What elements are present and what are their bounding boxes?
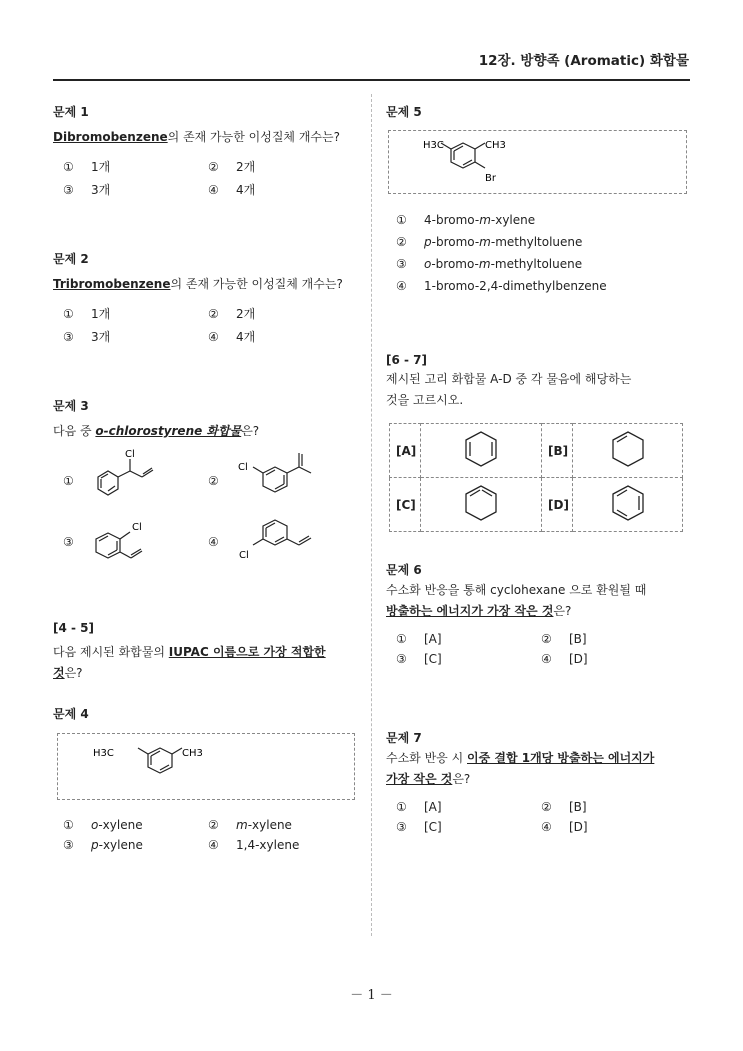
label-d: [D] <box>542 478 573 532</box>
option-4[interactable] <box>208 181 353 198</box>
bold-term: o-chlorostyrene 화합물 <box>95 424 242 438</box>
option-number: ③ <box>63 838 74 852</box>
question-number: 문제 5 <box>386 105 422 119</box>
italic-prefix: m <box>479 213 491 227</box>
question-5-options <box>386 213 607 301</box>
structure-m-xylene <box>58 734 354 799</box>
option-4[interactable] <box>208 838 353 852</box>
option-number: ④ <box>208 183 219 197</box>
chlorine-label: Cl <box>239 550 249 561</box>
options <box>63 818 353 852</box>
option-text: [D] <box>569 652 588 666</box>
stem-text: 것을 고르시오. <box>386 393 464 407</box>
group-range: [6 - 7] <box>386 353 428 367</box>
option-4[interactable] <box>541 652 686 666</box>
chlorine-label: Cl <box>238 462 248 473</box>
option-1[interactable] <box>396 213 607 227</box>
options <box>63 305 363 345</box>
option-number: ① <box>396 800 407 814</box>
option-text: -xylene <box>98 838 143 852</box>
stem-text: 은? <box>64 666 83 680</box>
question-stem <box>53 421 363 442</box>
methyl-label: H3C <box>423 140 444 151</box>
cyclohexa-1-3-diene-structure <box>461 481 501 525</box>
chlorine-label: Cl <box>125 449 135 460</box>
structure-1-chlorostyrene-alpha <box>88 445 168 505</box>
compound-b <box>573 424 683 478</box>
compound-c <box>421 478 542 532</box>
question-2 <box>53 250 363 345</box>
bold-term: IUPAC 이름으로 가장 적합한 <box>168 645 326 659</box>
bold-term: Dibromobenzene <box>53 130 168 144</box>
option-3[interactable] <box>396 652 541 666</box>
option-4[interactable] <box>541 820 686 834</box>
italic-prefix: o <box>424 257 432 271</box>
structure-box <box>57 733 355 800</box>
page-header-title: 12장. 방향족 (Aromatic) 화합물 <box>478 53 689 69</box>
option-1[interactable] <box>63 818 208 832</box>
structure-3 <box>88 515 168 565</box>
chlorine-label: Cl <box>132 522 142 533</box>
option-text: [B] <box>569 800 587 814</box>
question-4 <box>53 705 89 729</box>
option-number: ④ <box>208 330 219 344</box>
italic-prefix: p <box>91 838 99 852</box>
option-text: 1개 <box>91 307 111 321</box>
option-number: ① <box>63 818 74 832</box>
option-text: 1,4-xylene <box>236 838 300 852</box>
label-a: [A] <box>390 424 421 478</box>
header-rule <box>53 79 690 81</box>
option-number: ④ <box>208 838 219 852</box>
structure-2 <box>233 445 333 505</box>
option-text: 2개 <box>236 307 256 321</box>
option-1[interactable] <box>396 800 541 814</box>
option-text: [B] <box>569 632 587 646</box>
option-text: 4개 <box>236 330 256 344</box>
bold-term: 것 <box>53 666 65 680</box>
option-number: ③ <box>63 330 74 344</box>
option-1[interactable] <box>63 305 208 322</box>
stem-text: 수소화 반응을 통해 cyclohexane 으로 환원될 때 <box>386 583 647 597</box>
bold-term: 가장 작은 것 <box>386 772 453 786</box>
question-stem <box>386 748 696 790</box>
benzene-structure <box>608 481 648 525</box>
option-text: -xylene <box>490 213 536 227</box>
option-3[interactable] <box>63 838 208 852</box>
option-number: ② <box>208 818 219 832</box>
option-2[interactable] <box>541 800 686 814</box>
option-number: ③ <box>396 652 407 666</box>
question-number: 문제 4 <box>53 707 89 721</box>
question-number: 문제 2 <box>53 252 89 266</box>
question-stem <box>53 274 363 295</box>
italic-prefix: o <box>91 818 99 832</box>
options <box>396 800 696 834</box>
option-3[interactable] <box>63 328 208 345</box>
question-5 <box>386 103 422 127</box>
option-4[interactable] <box>396 279 607 293</box>
option-text: -methyltoluene <box>490 235 583 249</box>
stem-text: 의 존재 가능한 이성질체 개수는? <box>167 130 340 144</box>
option-number: ③ <box>396 820 407 834</box>
option-number: ③ <box>63 183 74 197</box>
option-number: ② <box>541 800 552 814</box>
column-divider <box>371 94 372 936</box>
option-1[interactable] <box>396 632 541 646</box>
option-number: ② <box>208 474 219 488</box>
option-2[interactable] <box>208 158 353 175</box>
option-text: [A] <box>424 800 442 814</box>
option-number: ④ <box>208 535 219 549</box>
group-stem <box>386 369 686 411</box>
question-7 <box>386 729 696 834</box>
label-b: [B] <box>542 424 573 478</box>
option-number: ② <box>541 632 552 646</box>
stem-text: 은? <box>553 604 572 618</box>
option-3[interactable] <box>63 181 208 198</box>
question-stem <box>53 127 363 148</box>
group-range: [4 - 5] <box>53 621 95 635</box>
option-number: ① <box>396 632 407 646</box>
option-2[interactable] <box>396 235 607 249</box>
option-number: ③ <box>396 257 407 271</box>
option-number: ① <box>396 213 407 227</box>
option-number: ④ <box>541 820 552 834</box>
question-3 <box>53 397 363 442</box>
question-number: 문제 6 <box>386 563 422 577</box>
option-text: -bromo- <box>431 235 480 249</box>
page-number: － 1 － <box>350 988 393 1003</box>
stem-text: 수소화 반응 시 <box>386 751 467 765</box>
options <box>396 632 686 666</box>
methyl-label: CH3 <box>485 140 506 151</box>
stem-text: 제시된 고리 화합물 A-D 중 각 물음에 해당하는 <box>386 372 632 386</box>
stem-text: 다음 제시된 화합물의 <box>53 645 169 659</box>
cyclohexa-1-4-diene-structure <box>461 427 501 471</box>
option-text: 4개 <box>236 183 256 197</box>
option-2[interactable] <box>208 818 353 832</box>
option-number: ① <box>63 307 74 321</box>
question-6 <box>386 561 686 666</box>
option-text: 2개 <box>236 160 256 174</box>
option-2[interactable] <box>208 305 353 322</box>
compound-d <box>573 478 683 532</box>
option-number: ① <box>63 160 74 174</box>
compound-a <box>421 424 542 478</box>
options <box>63 158 363 198</box>
option-text: -methyltoluene <box>490 257 583 271</box>
question-number: 문제 3 <box>53 399 89 413</box>
ring-compounds-table <box>389 423 683 532</box>
stem-text: 의 존재 가능한 이성질체 개수는? <box>170 277 343 291</box>
option-text: -bromo- <box>431 257 479 271</box>
methyl-label: H3C <box>93 748 114 759</box>
option-text: [C] <box>424 652 442 666</box>
bold-term: 이중 결합 1개당 방출하는 에너지가 <box>467 751 655 765</box>
option-number: ③ <box>63 535 74 549</box>
italic-prefix: m <box>479 235 491 249</box>
group-stem <box>53 642 353 684</box>
option-number: ① <box>63 474 74 488</box>
methyl-label: CH3 <box>182 748 203 759</box>
stem-text: 다음 중 <box>53 424 96 438</box>
structure-box <box>388 130 687 194</box>
label-c: [C] <box>390 478 421 532</box>
option-number: ④ <box>541 652 552 666</box>
option-text: -xylene <box>247 818 292 832</box>
question-group-4-5 <box>53 621 353 684</box>
cyclohexene-structure <box>608 427 648 471</box>
question-number: 문제 7 <box>386 731 422 745</box>
option-text: 4-bromo- <box>424 213 480 227</box>
bromine-label: Br <box>485 173 496 184</box>
structure-4 <box>233 512 333 567</box>
question-1 <box>53 103 363 198</box>
question-group-6-7 <box>386 353 686 411</box>
bold-term: 방출하는 에너지가 가장 작은 것 <box>386 604 554 618</box>
option-number: ② <box>208 307 219 321</box>
question-stem <box>386 580 686 622</box>
bold-term: Tribromobenzene <box>53 277 171 291</box>
option-text: 3개 <box>91 183 111 197</box>
question-number: 문제 1 <box>53 105 89 119</box>
option-number: ④ <box>396 279 407 293</box>
option-text: 3개 <box>91 330 111 344</box>
option-3[interactable] <box>396 820 541 834</box>
option-number: ② <box>208 160 219 174</box>
option-text: [C] <box>424 820 442 834</box>
option-1[interactable] <box>63 158 208 175</box>
italic-prefix: m <box>236 818 248 832</box>
italic-prefix: p <box>424 235 432 249</box>
option-text: [D] <box>569 820 588 834</box>
structure-bromo-dimethylbenzene <box>389 131 686 193</box>
option-text: 1-bromo-2,4-dimethylbenzene <box>424 279 607 293</box>
question-4-options <box>53 808 353 852</box>
option-2[interactable] <box>541 632 686 646</box>
option-text: 1개 <box>91 160 111 174</box>
italic-prefix: m <box>478 257 491 271</box>
stem-text: 은? <box>452 772 471 786</box>
option-4[interactable] <box>208 328 353 345</box>
option-3[interactable] <box>396 257 607 271</box>
option-text: [A] <box>424 632 442 646</box>
option-number: ② <box>396 235 407 249</box>
option-text: -xylene <box>98 818 143 832</box>
stem-text: 은? <box>241 424 260 438</box>
